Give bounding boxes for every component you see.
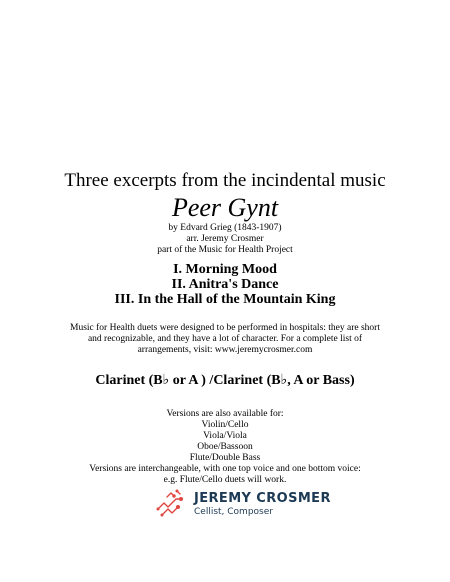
availability-line: Viola/Viola bbox=[203, 431, 247, 441]
jeremy-crosmer-logo bbox=[156, 488, 331, 522]
composer-credit: by Edvard Grieg (1843-1907) bbox=[168, 223, 282, 233]
instrumentation-heading: Clarinet (B♭ or A ) /Clarinet (B♭, A or Bass) bbox=[95, 373, 355, 388]
description-line: Music for Health duets were designed to be performed in hospitals: they are short bbox=[70, 323, 380, 333]
availability-line: Flute/Double Bass bbox=[189, 453, 261, 463]
cover-title: Peer Gynt bbox=[171, 193, 279, 222]
movement-3: III. In the Hall of the Mountain King bbox=[114, 292, 336, 307]
availability-line: e.g. Flute/Cello duets will work. bbox=[163, 475, 287, 485]
availability-line: Violin/Cello bbox=[201, 420, 249, 430]
logo-tagline: Cellist, Composer bbox=[194, 507, 273, 517]
availability-line: Oboe/Bassoon bbox=[197, 442, 253, 452]
circuit-note-icon bbox=[156, 488, 186, 518]
description-line: and recognizable, and they have a lot of character. For a complete list of bbox=[87, 334, 363, 344]
description-line: arrangements, visit: www.jeremycrosmer.com bbox=[137, 345, 313, 355]
availability-line: Versions are interchangeable, with one top voice and one bottom voice: bbox=[89, 464, 361, 474]
cover-subtitle: Three excerpts from the incindental music bbox=[64, 170, 386, 191]
movement-1: I. Morning Mood bbox=[173, 262, 277, 277]
availability-line: Versions are also available for: bbox=[166, 409, 284, 419]
project-credit: part of the Music for Health Project bbox=[157, 245, 293, 255]
arranger-credit: arr. Jeremy Crosmer bbox=[186, 234, 264, 244]
movement-2: II. Anitra's Dance bbox=[171, 277, 279, 292]
logo-name: JEREMY CROSMER bbox=[194, 491, 331, 506]
